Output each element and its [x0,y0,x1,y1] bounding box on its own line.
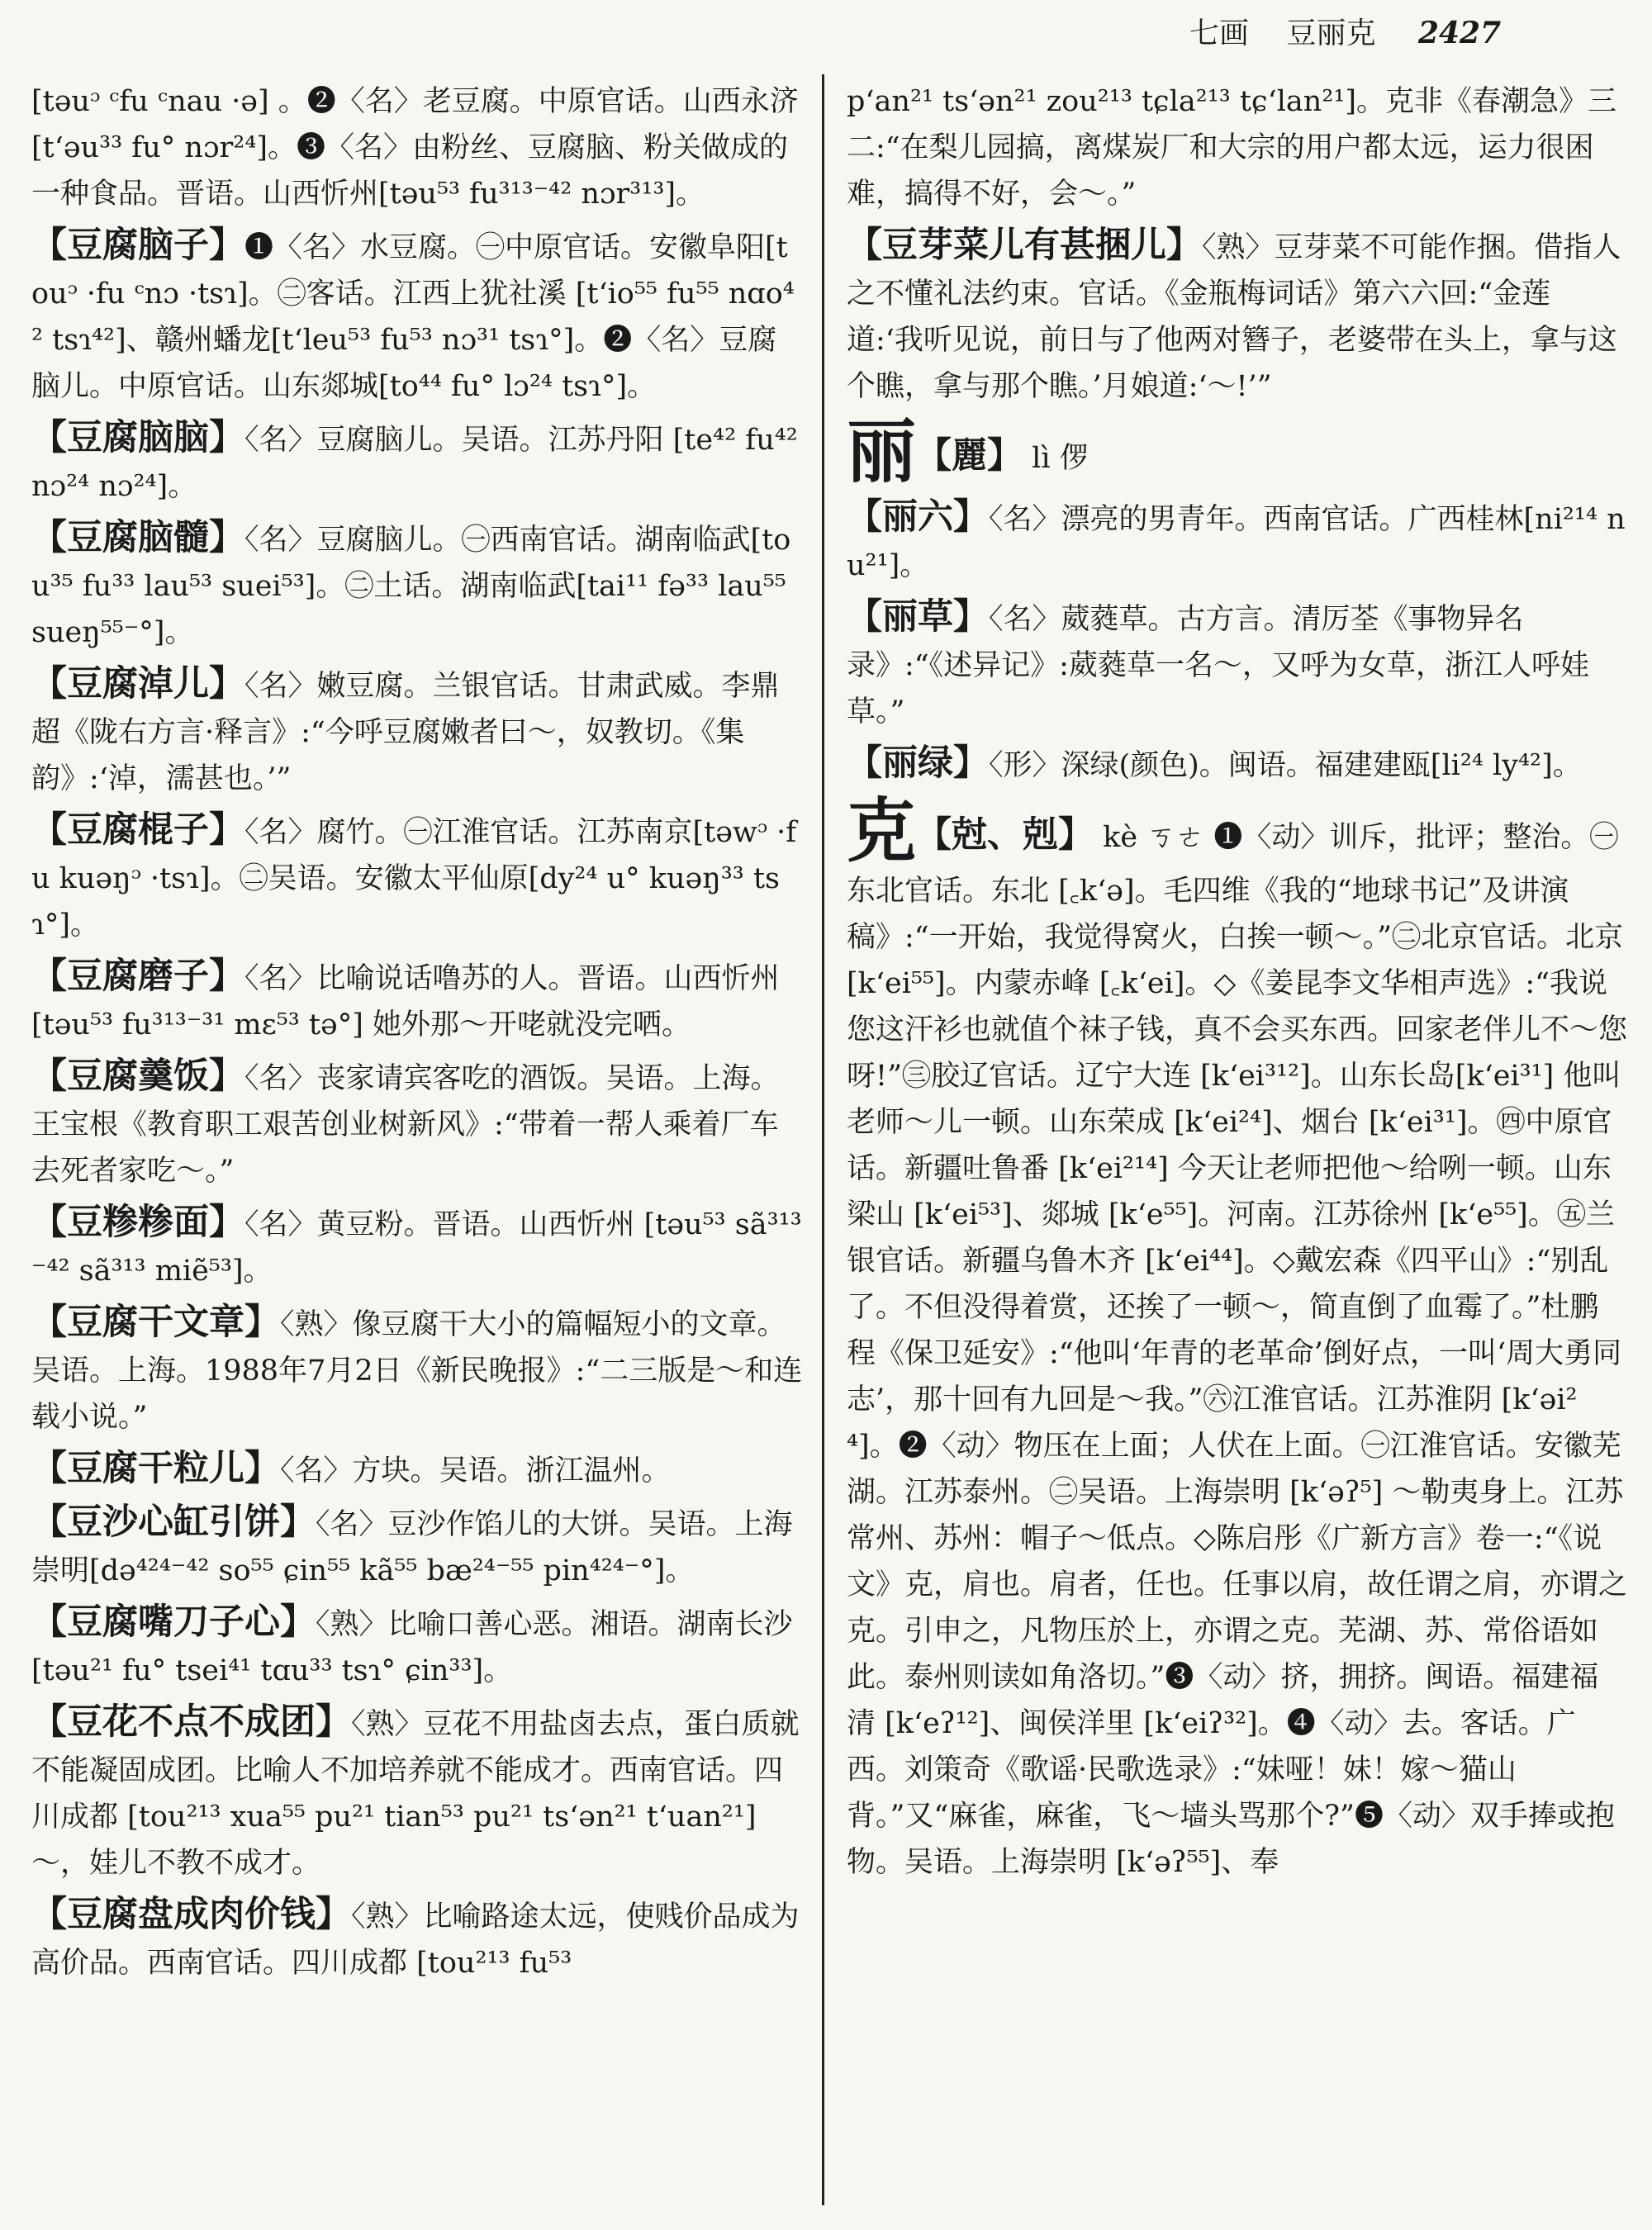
dictionary-entry [31,1199,804,1294]
entry-continuation [847,78,1627,217]
head-character: 克 [847,790,917,871]
entry-headword: 【丽草】 [847,596,989,638]
entry-headword: 【豆花不点不成团】 [31,1701,351,1743]
entry-headword: 【豆腐盘成肉价钱】 [31,1894,351,1935]
entry-text: 〈熟〉比喻路途太远，使贱价品成为高价品。西南官话。四川成都 [tou²¹³ fu⁵³ [31,1900,800,1980]
entry-text: 〈熟〉豆花不用盐卤去点，蛋白质就不能凝固成团。比喻人不加培养就不能成才。西南官话。四川成都 [tou²¹³ xua⁵⁵ pu²¹ tian⁵³ pu²¹ tsʻən²¹ tʻuan²¹] ～，娃儿不教不成才。 [31,1708,800,1880]
entry-text: 〈熟〉像豆腐干大小的篇幅短小的文章。吴语。上海。1988年7月2日《新民晚报》:“二三版是～和连载小说。” [31,1308,803,1434]
dictionary-entry [31,1299,804,1440]
column-divider [822,74,824,2205]
entry-text: 〈熟〉比喻口善心恶。湘语。湖南长沙 [təu²¹ fu° tsei⁴¹ tɑu³³ tsɿ° ɕin³³]。 [31,1608,793,1687]
entry-headword: 【豆腐脑髓】 [31,517,244,558]
entry-text: 〈形〉深绿(颜色)。闽语。福建建瓯[li²⁴ ly⁴²]。 [989,749,1582,782]
entry-text: 〈名〉方块。吴语。浙江温州。 [280,1454,671,1487]
dictionary-entry [31,1499,804,1594]
dictionary-entry [847,740,1627,789]
dictionary-entry [847,594,1627,735]
entry-continuation [31,78,804,217]
head-character-entry [847,790,1627,1886]
entry-text: pʻan²¹ tsʻən²¹ zou²¹³ tɕla²¹³ tɕʻlan²¹]。克非《春潮急》三二:“在梨儿园搞，离煤炭厂和大宗的用户都太远，运力很困难，搞得不好，会～。” [847,85,1617,211]
entry-headword: 【豆腐干粒儿】 [31,1448,280,1489]
entry-text: 〈名〉漂亮的男青年。西南官话。广西桂林[ni²¹⁴ nu²¹]。 [847,503,1626,582]
entry-headword: 【豆腐棍子】 [31,809,244,851]
dictionary-entry [31,1891,804,1986]
entry-headword: 【丽绿】 [847,743,989,784]
dictionary-entry [31,515,804,656]
dictionary-entry [31,1053,804,1194]
dictionary-entry [31,807,804,948]
entry-text: 〈名〉豆沙作馅儿的大饼。吴语。上海崇明[də⁴²⁴⁻⁴² so⁵⁵ ɕin⁵⁵ kã⁵⁵ bæ²⁴⁻⁵⁵ pin⁴²⁴⁻°]。 [31,1508,793,1587]
dictionary-entry [31,661,804,802]
dictionary-entry [31,1699,804,1886]
guide-words: 豆丽克 [1286,17,1376,50]
entry-text: 〈名〉豆腐脑儿。㊀西南官话。湖南临武[tou³⁵ fu³³ lau⁵³ suei⁵³]。㊁土话。湖南临武[tai¹¹ fə³³ lau⁵⁵ sueŋ⁵⁵⁻°]。 [31,524,791,649]
dictionary-entry [31,1599,804,1694]
section-label: 七画 [1189,17,1250,50]
entry-text: 〈名〉葳蕤草。古方言。清厉荃《事物异名录》:“《述异记》:葳蕤草一名～，又呼为女草，浙江人呼娃草。” [847,603,1589,728]
entry-text: [təuᵓ ᶜfu ᶜnau ·ə] 。❷〈名〉老豆腐。中原官话。山西永济[tʻəu³³ fu° nɔr²⁴]。❸〈名〉由粉丝、豆腐脑、粉关做成的一种食品。晋语。山西忻州[təu⁵³ fu³¹³⁻⁴² nɔr³¹³]。 [31,85,799,211]
entry-headword: 【豆糁糁面】 [31,1202,244,1243]
entry-headword: 【豆腐羹饭】 [31,1056,244,1097]
entry-headword: 【豆腐淖儿】 [31,663,244,705]
traditional-variants: 【麗】 [916,435,1023,477]
head-character-entry [847,410,1627,492]
traditional-variants: 【尅、剋】 [916,814,1094,856]
entry-headword: 【豆腐脑子】 [31,225,244,266]
page-number: 2427 [1417,16,1502,50]
dictionary-entry [847,494,1627,589]
entry-headword: 【豆腐嘴刀子心】 [31,1601,316,1643]
entry-text: 〈名〉豆腐脑儿。吴语。江苏丹阳 [te⁴² fu⁴² nɔ²⁴ nɔ²⁴]。 [31,424,798,503]
dictionary-entry [31,222,804,410]
dictionary-entry [31,1445,804,1494]
left-column [31,78,804,2218]
entry-text: 〈名〉丧家请宾客吃的酒饭。吴语。上海。王宝根《教育职工艰苦创业树新风》:“带着一帮人乘着厂车去死者家吃～。” [31,1062,780,1188]
head-character: 丽 [847,410,917,492]
entry-text: 〈名〉嫩豆腐。兰银官话。甘肃武威。李鼎超《陇右方言·释言》:“今呼豆腐嫩者曰～，奴教切。《集韵》:‘淖，濡甚也。’” [31,670,780,795]
entry-text: 〈熟〉豆芽菜不可能作捆。借指人之不懂礼法约束。官话。《金瓶梅词话》第六六回:“金莲道:‘我听见说，前日与了他两对簪子，老婆带在头上，拿与这个瞧，拿与那个瞧。’月娘道:‘～!’” [847,231,1621,403]
dictionary-entry [847,222,1627,410]
entry-headword: 【豆腐磨子】 [31,956,244,997]
right-column [847,78,1627,2218]
entry-headword: 【豆沙心缸引饼】 [31,1502,316,1543]
entry-text: ❶〈名〉水豆腐。㊀中原官话。安徽阜阳[touᵓ ·fu ᶜnɔ ·tsɿ]。㊁客话。江西上犹社溪 [tʻio⁵⁵ fu⁵⁵ nɑo⁴² tsɿ⁴²]、赣州蟠龙[tʻleu⁵³ fu⁵³ nɔ³¹ tsɿ°]。❷〈名〉豆腐脑儿。中原官话。山东郯城[to⁴⁴ fu° lɔ²⁴ tsɿ°]。 [31,231,795,403]
entry-text: 〈名〉腐竹。㊀江淮官话。江苏南京[təwᵓ ·fu kuəŋᵓ ·tsɿ]。㊁吴语。安徽太平仙原[dy²⁴ u° kuəŋ³³ tsɿ°]。 [31,816,797,942]
page-header [1189,8,1619,58]
entry-text: 〈名〉黄豆粉。晋语。山西忻州 [təu⁵³ sã³¹³⁻⁴² sã³¹³ miẽ⁵³]。 [31,1208,802,1288]
entry-headword: 【豆腐脑脑】 [31,417,244,458]
dictionary-entry [31,415,804,510]
entry-headword: 【豆芽菜儿有甚捆儿】 [847,225,1202,266]
pronunciation: lì 㑩 [1032,442,1089,475]
dictionary-entry [31,953,804,1048]
entry-headword: 【豆腐干文章】 [31,1302,280,1343]
entry-text: kè ㄎㄜ ❶〈动〉训斥，批评；整治。㊀东北官话。东北 [꜀kʻə]。毛四维《我的“地球书记”及讲演稿》:“一开始，我觉得窝火，白挨一顿～。”㊁北京官话。北京 [kʻei⁵⁵]。内蒙赤峰 [꜀kʻei]。◇《姜昆李文华相声选》:“我说您这汗衫也就值个袜子钱，真不会买东西。回家老伴儿不～您呀!”㊂胶辽官话。辽宁大连 [kʻei³¹²]。山东长岛[kʻei³¹] 他叫老师～儿一顿。山东荣成 [kʻei²⁴]、烟台 [kʻei³¹]。㊃中原官话。新疆吐鲁番 [kʻei²¹⁴] 今天让老师把他～给咧一顿。山东梁山 [kʻei⁵³]、郯城 [kʻe⁵⁵]。河南。江苏徐州 [kʻe⁵⁵]。㊄兰银官话。新疆乌鲁木齐 [kʻei⁴⁴]。◇戴宏森《四平山》:“别乱了。不但没得着赏，还挨了一顿～，简直倒了血霉了。”杜鹏程《保卫延安》:“他叫‘年青的老革命’倒好点，一叫‘周大勇同志’，那十回有九回是～我。”㊅江淮官话。江苏淮阴 [kʻəi²⁴]。❷〈动〉物压在上面；人伏在上面。㊀江淮官话。安徽芜湖。江苏泰州。㊁吴语。上海崇明 [kʻəʔ⁵] ～勒夷身上。江苏常州、苏州：帽子～低点。◇陈启彤《广新方言》卷一:“《说文》克，肩也。肩者，任也。任事以肩，故任谓之肩，亦谓之克。引申之，凡物压於上，亦谓之克。芜湖、苏、常俗语如此。泰州则读如角洛切。”❸〈动〉挤，拥挤。闽语。福建福清 [kʻeʔ¹²]、闽侯洋里 [kʻeiʔ³²]。❹〈动〉去。客话。广西。刘策奇《歌谣·民歌选录》:“妹哑！妹！嫁～猫山背。”又“麻雀，麻雀，飞～墙头骂那个?”❺〈动〉双手捧或抱物。吴语。上海崇明 [kʻəʔ⁵⁵]、奉 [847,821,1627,1879]
entry-headword: 【丽六】 [847,496,989,538]
entry-text: 〈名〉比喻说话噜苏的人。晋语。山西忻州 [təu⁵³ fu³¹³⁻³¹ mɛ⁵³ tə°] 她外那～开咾就没完哂。 [31,962,780,1041]
